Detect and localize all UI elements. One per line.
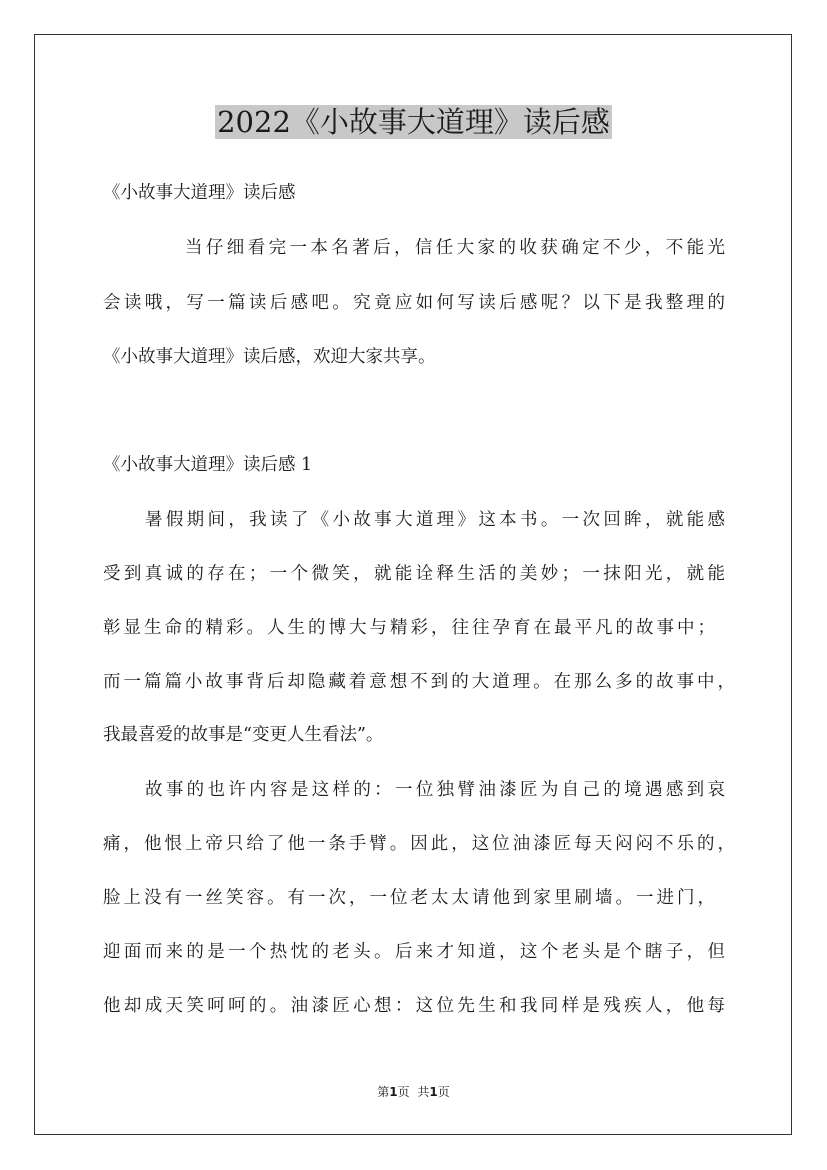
- paragraph1-line-3: 彰显生命的精彩。人生的博大与精彩，往往孕育在最平凡的故事中；: [103, 618, 715, 638]
- paragraph2-line-2: 痛，他恨上帝只给了他一条手臂。因此，这位油漆匠每天闷闷不乐的，: [103, 834, 735, 854]
- paragraph2-line-1: 故事的也许内容是这样的：一位独臂油漆匠为自己的境遇感到哀: [145, 780, 725, 800]
- total-prefix: 共: [417, 1085, 430, 1099]
- total-suffix: 页: [437, 1085, 450, 1099]
- page-prefix: 第: [377, 1085, 390, 1099]
- paragraph1-line-5: 我最喜爱的故事是“变更人生看法”。: [103, 725, 384, 745]
- document-subtitle: 《小故事大道理》读后感: [103, 183, 296, 203]
- page-suffix: 页: [397, 1085, 410, 1099]
- intro-line-1: 当仔细看完一本名著后，信任大家的收获确定不少，不能光: [185, 238, 725, 258]
- paragraph2-line-4: 迎面而来的是一个热忱的老头。后来才知道，这个老头是个瞎子，但: [103, 942, 725, 962]
- intro-line-3: 《小故事大道理》读后感，欢迎大家共享。: [103, 347, 436, 367]
- paragraph1-line-4: 而一篇篇小故事背后却隐藏着意想不到的大道理。在那么多的故事中，: [103, 672, 735, 692]
- paragraph1-line-2: 受到真诚的存在；一个微笑，就能诠释生活的美妙；一抹阳光，就能: [103, 564, 725, 584]
- page-total: 1: [429, 1085, 438, 1099]
- page-footer: [0, 1084, 827, 1100]
- document-title: [0, 100, 827, 144]
- title-text: 2022《小故事大道理》读后感: [217, 105, 610, 139]
- paragraph2-line-3: 脸上没有一丝笑容。有一次，一位老太太请他到家里刷墙。一进门，: [103, 888, 715, 908]
- section-heading: 《小故事大道理》读后感 1: [103, 455, 313, 475]
- page-current: 1: [389, 1085, 398, 1099]
- intro-line-2: 会读哦，写一篇读后感吧。究竟应如何写读后感呢？以下是我整理的: [103, 293, 725, 313]
- paragraph1-line-1: 暑假期间，我读了《小故事大道理》这本书。一次回眸，就能感: [145, 510, 725, 530]
- paragraph2-line-5: 他却成天笑呵呵的。油漆匠心想：这位先生和我同样是残疾人，他每: [103, 996, 725, 1016]
